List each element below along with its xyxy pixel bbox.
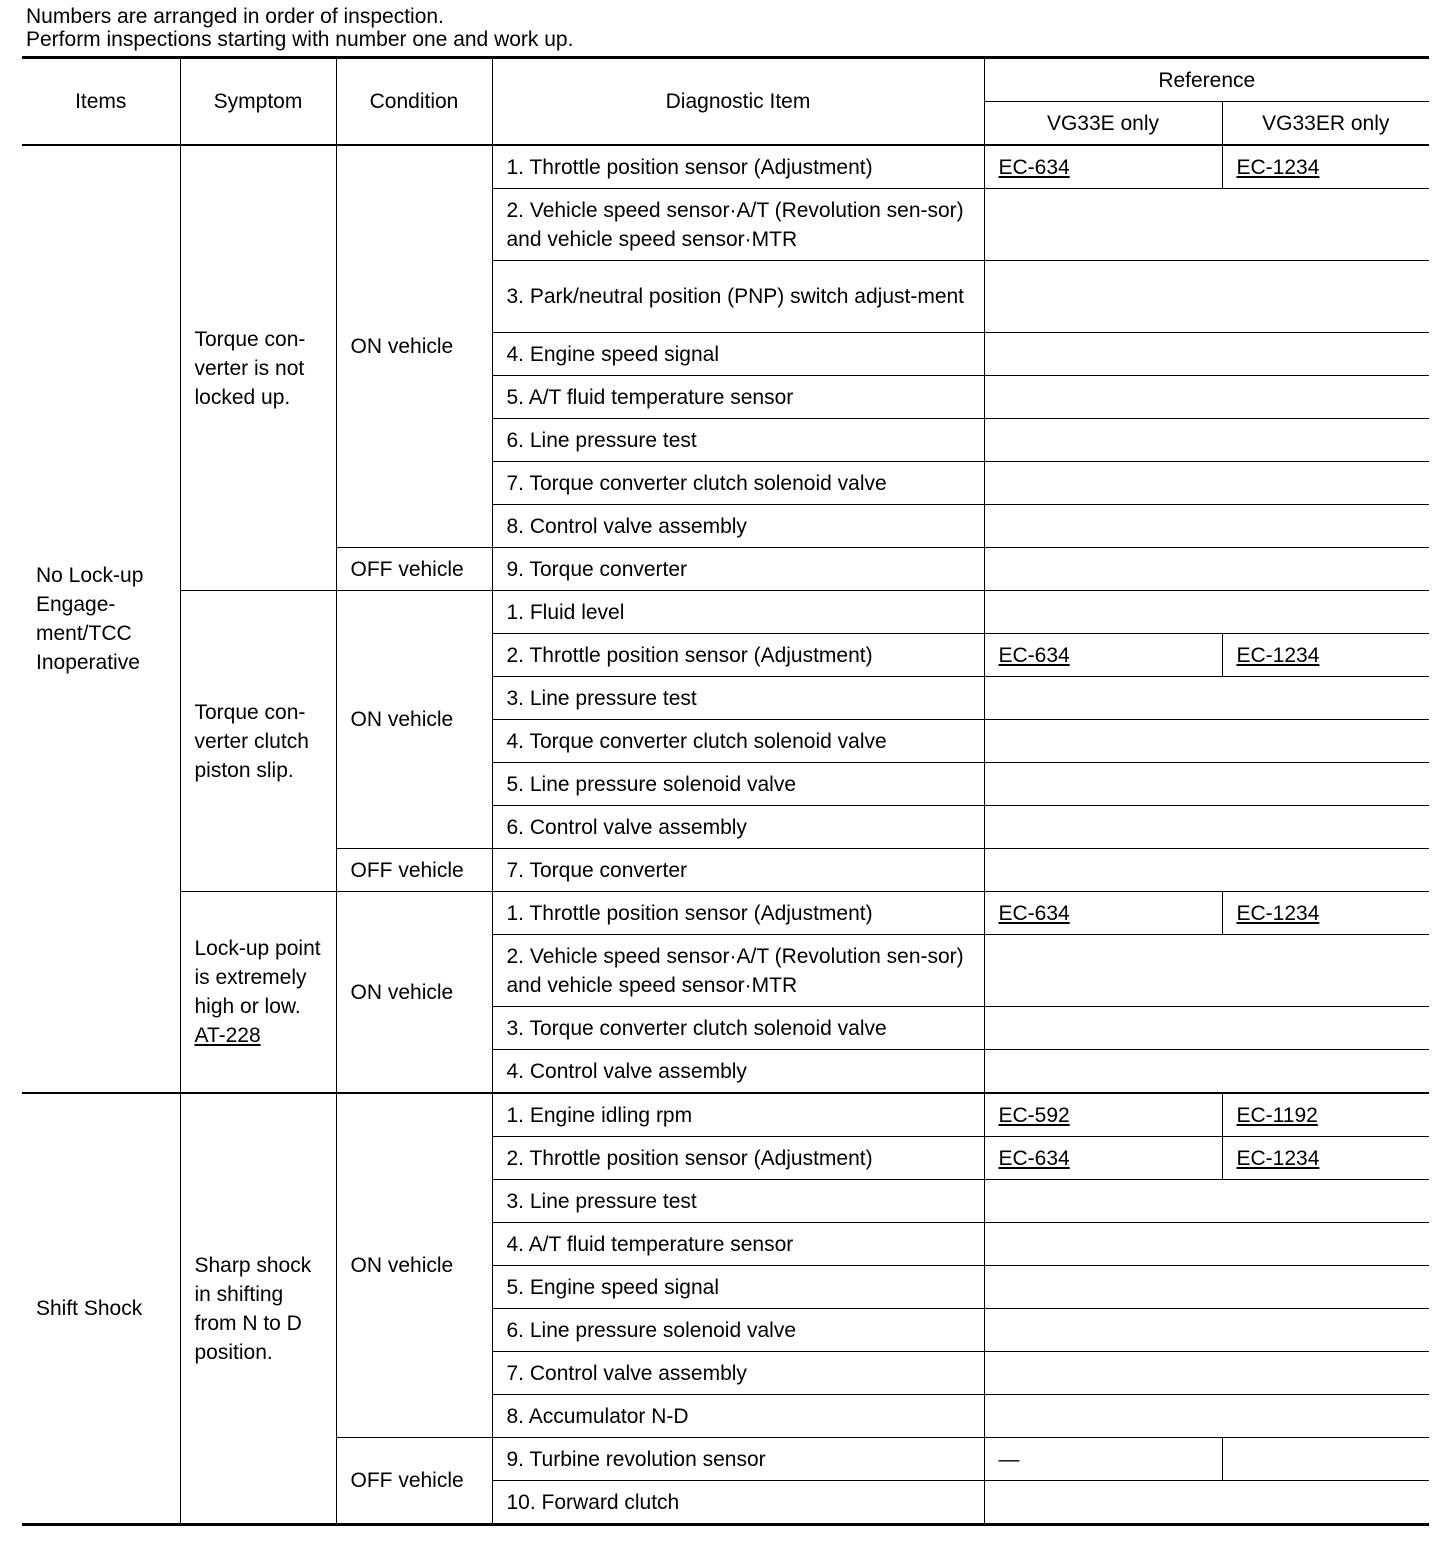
ref-vg33e xyxy=(984,1137,1222,1180)
ref-empty xyxy=(984,261,1429,333)
diagnostic-item: 3. Torque converter clutch solenoid valve xyxy=(492,1007,984,1050)
header-symptom: Symptom xyxy=(180,58,336,146)
symptom-text: Lock-up point is extremely high or low. xyxy=(194,937,321,1018)
diagnostic-item: 8. Accumulator N-D xyxy=(492,1395,984,1438)
header-diagnostic-item: Diagnostic Item xyxy=(492,58,984,146)
ref-link[interactable]: EC-1192 xyxy=(1236,1103,1318,1127)
ref-empty xyxy=(984,548,1429,591)
ref-empty xyxy=(984,419,1429,462)
diagnostic-item: 2. Vehicle speed sensor·A/T (Revolution sen-sor) and vehicle speed sensor·MTR xyxy=(492,189,984,261)
diagnostic-item: 1. Throttle position sensor (Adjustment) xyxy=(492,892,984,935)
diagnostic-item: 1. Throttle position sensor (Adjustment) xyxy=(492,145,984,189)
ref-vg33e xyxy=(984,634,1222,677)
ref-link[interactable]: EC-1234 xyxy=(1236,901,1320,925)
diagnostic-item: 3. Line pressure test xyxy=(492,677,984,720)
diagnostic-item: 8. Control valve assembly xyxy=(492,505,984,548)
ref-empty xyxy=(984,1352,1429,1395)
ref-link[interactable]: EC-592 xyxy=(998,1103,1070,1127)
diagnostic-item: 7. Control valve assembly xyxy=(492,1352,984,1395)
ref-link[interactable]: EC-634 xyxy=(998,643,1070,667)
ref-empty xyxy=(984,1050,1429,1094)
ref-link[interactable]: EC-1234 xyxy=(1236,643,1320,667)
ref-empty xyxy=(984,806,1429,849)
ref-empty xyxy=(984,935,1429,1007)
diagnostic-item: 4. Engine speed signal xyxy=(492,333,984,376)
ref-empty xyxy=(1222,1438,1429,1481)
diagnostic-item: 1. Engine idling rpm xyxy=(492,1093,984,1137)
ref-empty xyxy=(984,720,1429,763)
ref-vg33er xyxy=(1222,145,1429,189)
ref-vg33e xyxy=(984,892,1222,935)
condition-on-vehicle: ON vehicle xyxy=(336,591,492,849)
ref-empty xyxy=(984,677,1429,720)
diagnostic-item: 5. Line pressure solenoid valve xyxy=(492,763,984,806)
ref-empty xyxy=(984,189,1429,261)
diagnostic-item: 7. Torque converter xyxy=(492,849,984,892)
diagnostic-item: 9. Turbine revolution sensor xyxy=(492,1438,984,1481)
ref-empty xyxy=(984,1481,1429,1525)
diagnostic-item: 2. Throttle position sensor (Adjustment) xyxy=(492,1137,984,1180)
ref-vg33er xyxy=(1222,634,1429,677)
ref-vg33e xyxy=(984,1093,1222,1137)
ref-vg33er xyxy=(1222,1093,1429,1137)
ref-vg33e: — xyxy=(984,1438,1222,1481)
ref-link[interactable]: EC-1234 xyxy=(1236,1146,1320,1170)
condition-off-vehicle: OFF vehicle xyxy=(336,849,492,892)
ref-empty xyxy=(984,849,1429,892)
diagnostic-item: 7. Torque converter clutch solenoid valve xyxy=(492,462,984,505)
diagnostic-item: 4. A/T fluid temperature sensor xyxy=(492,1223,984,1266)
diagnostic-item: 2. Throttle position sensor (Adjustment) xyxy=(492,634,984,677)
ref-empty xyxy=(984,1180,1429,1223)
header-reference: Reference xyxy=(984,58,1429,102)
ref-empty xyxy=(984,376,1429,419)
diagnostic-item: 6. Line pressure solenoid valve xyxy=(492,1309,984,1352)
diagnostic-item: 4. Control valve assembly xyxy=(492,1050,984,1094)
symptom-not-locked-up: Torque con-verter is not locked up. xyxy=(180,145,336,591)
diagnostic-item: 2. Vehicle speed sensor·A/T (Revolution sen-sor) and vehicle speed sensor·MTR xyxy=(492,935,984,1007)
diagnostic-item: 10. Forward clutch xyxy=(492,1481,984,1525)
item-shift-shock: Shift Shock xyxy=(22,1093,180,1525)
symptom-sharp-shock: Sharp shock in shifting from N to D position. xyxy=(180,1093,336,1525)
ref-link[interactable]: EC-634 xyxy=(998,155,1070,179)
ref-empty xyxy=(984,591,1429,634)
diagnostic-item: 6. Line pressure test xyxy=(492,419,984,462)
ref-empty xyxy=(984,1223,1429,1266)
diagnosis-table xyxy=(22,56,1429,1526)
header-vg33er: VG33ER only xyxy=(1222,102,1429,146)
ref-vg33er xyxy=(1222,1137,1429,1180)
header-condition: Condition xyxy=(336,58,492,146)
ref-empty xyxy=(984,1309,1429,1352)
ref-empty xyxy=(984,1007,1429,1050)
condition-on-vehicle: ON vehicle xyxy=(336,145,492,548)
intro-note xyxy=(26,5,573,51)
ref-vg33er xyxy=(1222,892,1429,935)
ref-empty xyxy=(984,1395,1429,1438)
ref-link[interactable]: EC-634 xyxy=(998,901,1070,925)
intro-line-1: Numbers are arranged in order of inspection. xyxy=(26,5,444,28)
diagnostic-item: 5. Engine speed signal xyxy=(492,1266,984,1309)
ref-empty xyxy=(984,505,1429,548)
diagnostic-item: 4. Torque converter clutch solenoid valve xyxy=(492,720,984,763)
intro-line-2: Perform inspections starting with number one and work up. xyxy=(26,28,574,51)
condition-off-vehicle: OFF vehicle xyxy=(336,1438,492,1525)
diagnostic-item: 3. Park/neutral position (PNP) switch adjust-ment xyxy=(492,261,984,333)
diagnostic-item: 9. Torque converter xyxy=(492,548,984,591)
ref-empty xyxy=(984,1266,1429,1309)
ref-link[interactable]: EC-1234 xyxy=(1236,155,1320,179)
symptom-lockup-point xyxy=(180,892,336,1094)
diagnostic-item: 3. Line pressure test xyxy=(492,1180,984,1223)
diagnostic-item: 5. A/T fluid temperature sensor xyxy=(492,376,984,419)
condition-on-vehicle: ON vehicle xyxy=(336,892,492,1094)
header-items: Items xyxy=(22,58,180,146)
symptom-piston-slip: Torque con-verter clutch piston slip. xyxy=(180,591,336,892)
ref-empty xyxy=(984,333,1429,376)
ref-vg33e xyxy=(984,145,1222,189)
symptom-link[interactable]: AT-228 xyxy=(194,1024,261,1047)
item-no-lockup: No Lock-up Engage-ment/TCC Inoperative xyxy=(22,145,180,1093)
ref-empty xyxy=(984,763,1429,806)
ref-link[interactable]: EC-634 xyxy=(998,1146,1070,1170)
condition-off-vehicle: OFF vehicle xyxy=(336,548,492,591)
diagnostic-item: 6. Control valve assembly xyxy=(492,806,984,849)
header-vg33e: VG33E only xyxy=(984,102,1222,146)
diagnostic-item: 1. Fluid level xyxy=(492,591,984,634)
condition-on-vehicle: ON vehicle xyxy=(336,1093,492,1438)
ref-empty xyxy=(984,462,1429,505)
